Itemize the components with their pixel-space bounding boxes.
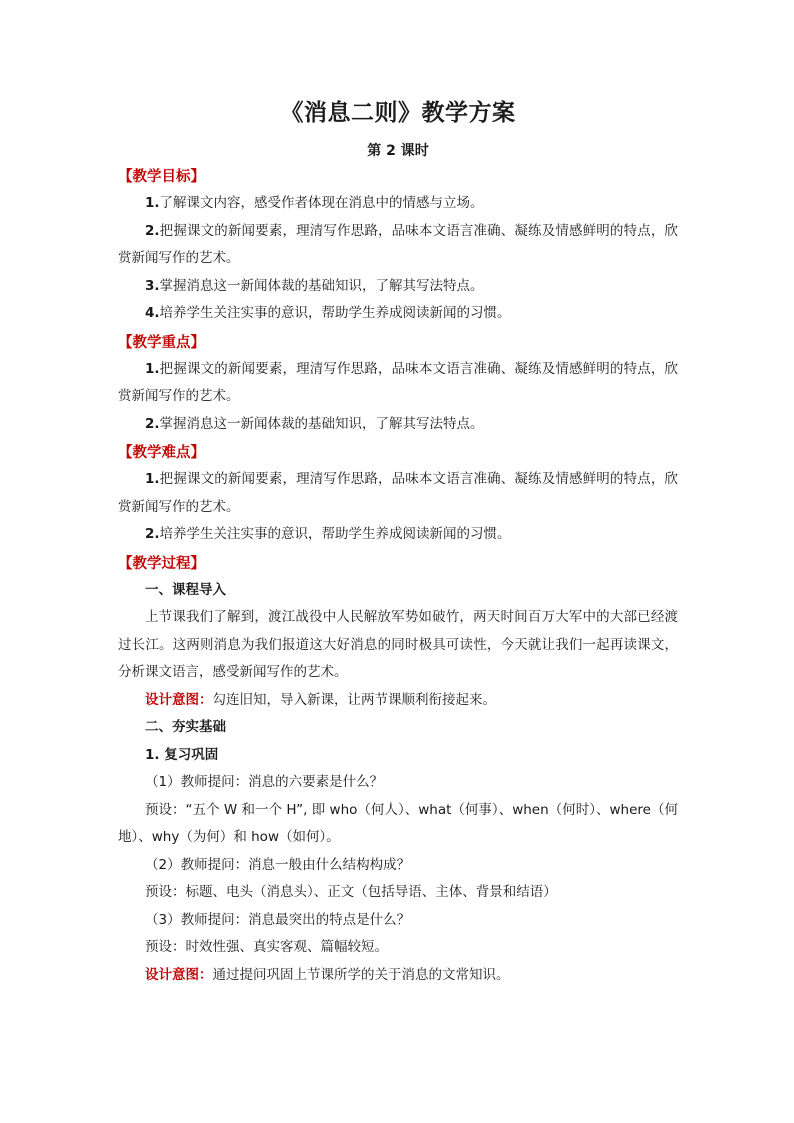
answer-3: 预设：时效性强、真实客观、篇幅较短。 [145,939,388,955]
goal-item: 3.掌握消息这一新闻体裁的基础知识，了解其写法特点。 [145,277,484,294]
difficulty-item: 2.培养学生关注实事的意识，帮助学生养成阅读新闻的习惯。 [145,526,511,542]
document-body [118,96,678,989]
design-intent-note: 设计意图：勾连旧知，导入新课，让两节课顺利衔接起来。 [145,691,496,708]
design-intent-label: 设计意图： [145,691,213,708]
answer-2: 预设：标题、电头（消息头）、正文（包括导语、主体、背景和结语） [145,884,557,900]
intro-paragraph: 上节课我们了解到，渡江战役中人民解放军势如破竹，两天时间百万大军中的大部已经渡过长江。这两则消息为我们报道这大好消息的同时极具可读性，今天就让我们一起再读课文，分析课文语言，感受新闻写作的艺术。 [118,609,678,680]
process-heading: 【教学过程】 [118,555,205,572]
key-point-item: 1.把握课文的新闻要素，理清写作思路，品味本文语言准确、凝练及情感鲜明的特点，欣赏新闻写作的艺术。 [118,360,678,404]
difficulty-item: 1.把握课文的新闻要素，理清写作思路，品味本文语言准确、凝练及情感鲜明的特点，欣赏新闻写作的艺术。 [118,471,678,515]
goal-item: 2.把握课文的新闻要素，理清写作思路，品味本文语言准确、凝练及情感鲜明的特点，欣赏新闻写作的艺术。 [118,222,678,266]
question-1: （1）教师提问：消息的六要素是什么？ [145,774,384,790]
question-3: （3）教师提问：消息最突出的特点是什么？ [145,911,411,928]
goal-item: 1.了解课文内容，感受作者体现在消息中的情感与立场。 [145,195,484,211]
goals-heading: 【教学目标】 [118,169,205,185]
section-title-intro: 一、课程导入 [145,581,226,598]
goal-item: 4.培养学生关注实事的意识，帮助学生养成阅读新闻的习惯。 [145,305,511,321]
design-intent-label: 设计意图： [145,966,213,983]
design-intent-note: 设计意图：通过提问巩固上节课所学的关于消息的文常知识。 [145,966,510,983]
question-2: （2）教师提问：消息一般由什么结构构成？ [145,856,411,873]
section-title-basics: 二、夯实基础 [145,719,226,735]
lesson-period: 第 2 课时 [367,143,429,159]
subsection-title-review: 1. 复习巩固 [145,746,219,763]
answer-1: 预设：“五个 W 和一个 H”, 即 who（何人）、what（何事）、when（何时）、where（何地）、why（为何）和 how（如何）。 [118,801,678,845]
document-title: 《消息二则》教学方案 [280,100,516,126]
difficulties-heading: 【教学难点】 [118,445,205,461]
key-points-heading: 【教学重点】 [118,334,205,351]
key-point-item: 2.掌握消息这一新闻体裁的基础知识，了解其写法特点。 [145,415,484,432]
